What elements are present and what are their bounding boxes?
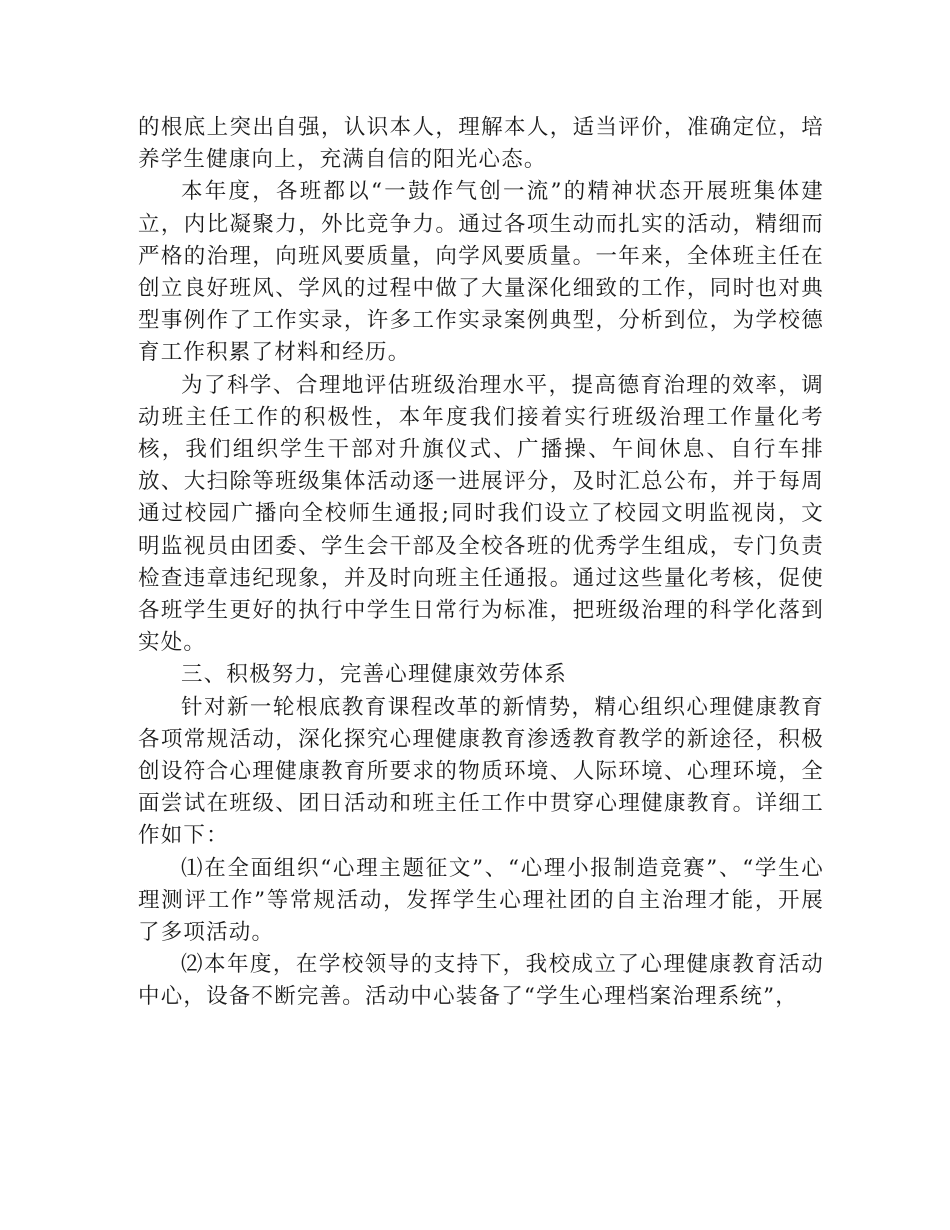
paragraph-continuation: 的根底上突出自强，认识本人，理解本人，适当评价，准确定位，培养学生健康向上，充满自信的阳光心态。 [138,115,824,173]
list-item-1: ⑴在全面组织“心理主题征文”、“心理小报制造竞赛”、“学生心理测评工作”等常规活动，发挥学生心理社团的自主治理才能，开展了多项活动。 [138,855,824,946]
section-heading-mental-health: 三、积极努力，完善心理健康效劳体系 [181,662,567,688]
document-body [138,112,824,1014]
paragraph-class-building: 本年度，各班都以“一鼓作气创一流”的精神状态开展班集体建立，内比凝聚力，外比竞争力。通过各项生动而扎实的活动，精细而严格的治理，向班风要质量，向学风要质量。一年来，全体班主任在创立良好班风、学风的过程中做了大量深化细致的工作，同时也对典型事例作了工作实录，许多工作实录案例典型，分析到位，为学校德育工作积累了材料和经历。 [138,179,824,366]
paragraph-quantified-assessment: 为了科学、合理地评估班级治理水平，提高德育治理的效率，调动班主任工作的积极性，本年度我们接着实行班级治理工作量化考核，我们组织学生干部对升旗仪式、广播操、午间休息、自行车排放、大扫除等班级集体活动逐一进展评分，及时汇总公布，并于每周通过校园广播向全校师生通报;同时我们设立了校园文明监视岗，文明监视员由团委、学生会干部及全校各班的优秀学生组成，专门负责检查违章违纪现象，并及时向班主任通报。通过这些量化考核，促使各班学生更好的执行中学生日常行为标准，把班级治理的科学化落到实处。 [138,372,824,656]
list-item-2: ⑵本年度，在学校领导的支持下，我校成立了心理健康教育活动中心，设备不断完善。活动中心装备了“学生心理档案治理系统”， [138,952,824,1010]
paragraph-mental-health-overview: 针对新一轮根底教育课程改革的新情势，精心组织心理健康教育各项常规活动，深化探究心理健康教育渗透教育教学的新途径，积极创设符合心理健康教育所要求的物质环境、人际环境、心理环境，全面尝试在班级、团日活动和班主任工作中贯穿心理健康教育。详细工作如下： [138,694,824,849]
